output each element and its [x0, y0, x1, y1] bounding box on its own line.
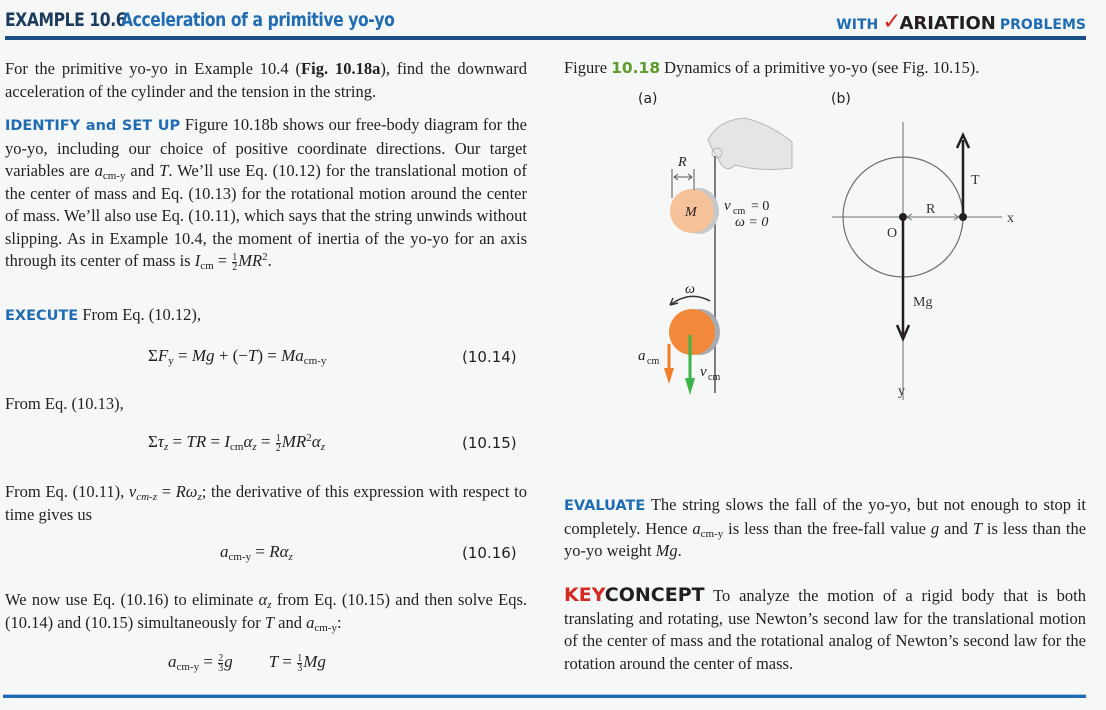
equation-number-10-16: (10.16) — [462, 544, 517, 562]
brand-problems: PROBLEMS — [999, 17, 1086, 33]
from-10-11-paragraph: From Eq. (10.11), $v_{cm-z} = R\omega_z$; the derivative of this expression with respect to time gives us — [5, 482, 527, 524]
key-concept-paragraph: KEYCONCEPT To analyze the motion of a rigid body that is both translating and rotating, use Newton’s second law for the translational motion of the center of mass and the rotational analog of Newton’s second law for the rotation around the center of mass. — [564, 584, 1086, 673]
omega-label: ω — [685, 282, 695, 297]
vcm-label: v — [700, 364, 707, 380]
panel-a-label: (a) — [638, 91, 658, 107]
equation-number-10-14: (10.14) — [462, 348, 517, 366]
concept-label: CONCEPT — [604, 584, 705, 606]
mass-label: M — [685, 205, 697, 220]
acm-label: a — [638, 348, 646, 364]
identify-paragraph: IDENTIFY and SET UP Figure 10.18b shows our free-body diagram for the yo-yo, including our choice of positive coordinate directions. Our target variables are $a_{cm-y}$ and T. We’ll use Eq. (10.12) for the translational motion of the center of mass and Eq. (10.13) for the rotational motion around the center of mass. We’ll also use Eq. (10.11), which says that the string unwinds without slipping. As in Example 10.4, the moment of inertia of the yo-yo for an axis through its center of mass is $I_{cm}$ = $\frac{1}{2}$ $MR^2$. — [5, 115, 528, 273]
example-title: Acceleration of a primitive yo-yo — [121, 9, 395, 31]
from-10-13-text: From Eq. (10.13), — [5, 394, 124, 413]
radius-label-a: R — [678, 155, 687, 170]
yo-yo-disk-bottom — [669, 309, 715, 355]
variation-problems-logo — [836, 9, 1086, 35]
identify-label: IDENTIFY and SET UP — [5, 118, 181, 134]
equation-number-10-15: (10.15) — [462, 434, 517, 452]
x-axis-label: x — [1007, 211, 1014, 226]
vcm-zero-eq: = 0 — [751, 199, 770, 214]
header-rule — [5, 36, 1086, 40]
check-icon: ✓ — [882, 9, 902, 35]
origin-label: O — [887, 226, 898, 241]
vcm-zero-v: v — [724, 198, 731, 214]
result-equation: $a_{cm-y}$ = $\frac{2}{3}$ g T = $\frac{1}{3}$ Mg — [168, 652, 326, 674]
now-use-paragraph: We now use Eq. (10.16) to eliminate $\alpha_z$ from Eq. (10.15) and then solve Eqs. (10.14) and (10.15) simultaneously for T and $a_{cm-y}$: — [5, 590, 527, 634]
acm-sub: cm — [647, 356, 660, 367]
radius-label-b: R — [926, 202, 936, 217]
equation-10-15: $\Sigma\tau_z$ = TR = $I_{cm}\alpha_z$ = $\frac{1}{2}$ $MR^2\alpha_z$ — [148, 432, 326, 454]
panel-b-label: (b) — [831, 91, 851, 107]
yo-yo-diagram-a — [600, 110, 810, 410]
evaluate-paragraph: EVALUATE The string slows the fall of the yo-yo, but not enough to stop it completely. Hence $a_{cm-y}$ is less than the free-fall value g and T is less than the yo-yo weight Mg. — [564, 495, 1087, 560]
figure-caption: Figure 10.18 Dynamics of a primitive yo-yo (see Fig. 10.15). — [564, 58, 980, 77]
key-label: KEY — [564, 584, 605, 606]
free-body-diagram-b — [820, 110, 1060, 410]
example-header — [5, 7, 1086, 35]
intro-paragraph: For the primitive yo-yo in Example 10.4 (Fig. 10.18a), find the downward acceleration of the cylinder and the tension in the string. — [5, 59, 527, 101]
evaluate-label: EVALUATE — [564, 498, 646, 514]
example-number: EXAMPLE 10.6 — [5, 9, 127, 31]
execute-paragraph: EXECUTE From Eq. (10.12), — [5, 305, 202, 324]
brand-variation: ARIATION — [899, 13, 996, 34]
omega-zero-label: ω = 0 — [735, 215, 769, 230]
vcm-zero-sub: cm — [733, 206, 746, 217]
execute-label: EXECUTE — [5, 308, 79, 324]
figure-number: 10.18 — [611, 59, 661, 77]
tension-label: T — [971, 173, 980, 188]
hand-icon — [708, 118, 792, 169]
y-axis-label: y — [898, 384, 905, 399]
equation-10-14: $\Sigma F_y = Mg + (-T) = Ma_{cm-y}$ — [148, 346, 327, 367]
weight-label: Mg — [913, 295, 933, 310]
footer-rule — [3, 694, 1086, 698]
equation-10-16: $a_{cm-y} = R\alpha_z$ — [220, 542, 293, 563]
brand-with: WITH — [836, 17, 879, 33]
vcm-sub: cm — [708, 372, 721, 383]
